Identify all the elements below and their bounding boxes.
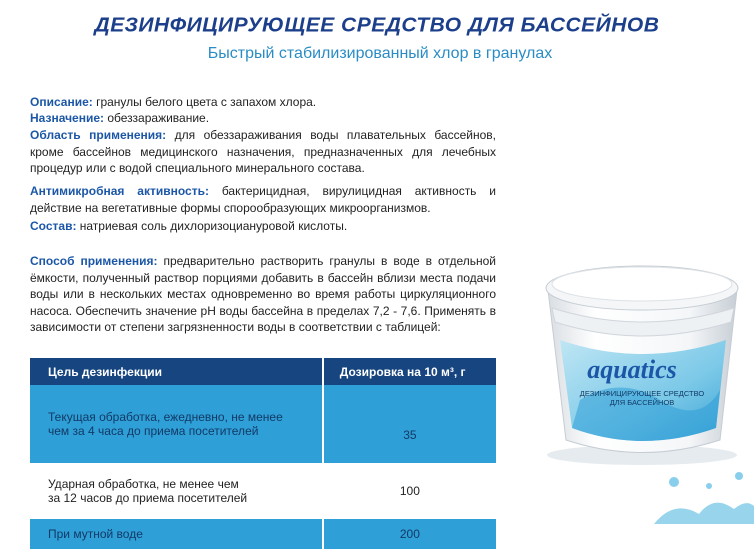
table-cell-goal — [30, 385, 323, 463]
antimicrobial-label: Антимикробная активность: — [30, 184, 209, 198]
goal-line-1: Ударная обработка, не менее чем — [48, 477, 239, 491]
table-cell-dose: 35 — [323, 385, 496, 463]
composition-label: Состав: — [30, 219, 77, 233]
table-header-dose: Дозировка на 10 м³, г — [323, 358, 496, 385]
product-label-line-1: ДЕЗИНФИЦИРУЮЩЕЕ СРЕДСТВО — [579, 389, 705, 398]
goal-line-1: При мутной воде — [48, 527, 143, 541]
usage-label: Способ применения: — [30, 254, 158, 268]
composition-text: натриевая соль дихлоризоциануровой кислоты. — [76, 219, 348, 233]
table-cell-goal — [30, 463, 323, 519]
table-row — [30, 385, 496, 463]
table-cell-dose: 200 — [323, 519, 496, 549]
purpose-text: обеззараживание. — [104, 111, 210, 125]
goal-line-2: за 12 часов до приема посетителей — [48, 491, 248, 505]
page-subtitle: Быстрый стабилизированный хлор в гранулах — [207, 45, 553, 62]
goal-line-1: Текущая обработка, ежедневно, не менее — [48, 410, 283, 424]
application-area-paragraph — [30, 127, 496, 177]
purpose-paragraph — [30, 110, 496, 127]
description-text: гранулы белого цвета с запахом хлора. — [92, 95, 317, 109]
usage-paragraph — [30, 253, 496, 336]
product-bucket-image — [530, 250, 754, 470]
description-label: Описание: — [30, 95, 93, 109]
page-title: ДЕЗИНФИЦИРУЮЩЕЕ СРЕДСТВО ДЛЯ БАССЕЙНОВ — [94, 14, 660, 37]
product-brand: aquatics — [587, 355, 677, 384]
table-header-goal: Цель дезинфекции — [30, 358, 323, 385]
application-area-text: для обеззараживания воды плавательных бассейнов, кроме бассейнов медицинского назначения, предназначенных для лечебных процедур или с водой специального минерального состава. — [30, 128, 496, 175]
usage-text: предварительно растворить гранулы в воде в отдельной ёмкости, полученный раствор порциями добавить в бассейн вблизи места подачи воды или в нескольких местах одновременно во время работы циркуляционного насоса. Обеспечить значение pH воды бассейна в пределах 7,2 - 7,6. Применять в зависимости от степени загрязненности воды в соответствии с таблицей: — [30, 254, 496, 334]
table-header-row — [30, 358, 496, 385]
product-label-line-2: ДЛЯ БАССЕЙНОВ — [609, 398, 675, 407]
antimicrobial-paragraph — [30, 183, 496, 216]
water-splash-decoration — [654, 464, 754, 524]
table-cell-dose: 100 — [323, 463, 496, 519]
goal-line-2: чем за 4 часа до приема посетителей — [48, 424, 259, 438]
table-row — [30, 463, 496, 519]
composition-paragraph — [30, 218, 496, 235]
description-paragraph — [30, 94, 496, 111]
dosage-table — [30, 358, 496, 549]
antimicrobial-text: бактерицидная, вирулицидная активность и действие на вегетативные формы спорообразующих микроорганизмов. — [30, 184, 497, 215]
purpose-label: Назначение: — [30, 111, 105, 125]
application-area-label: Область применения: — [30, 128, 167, 142]
